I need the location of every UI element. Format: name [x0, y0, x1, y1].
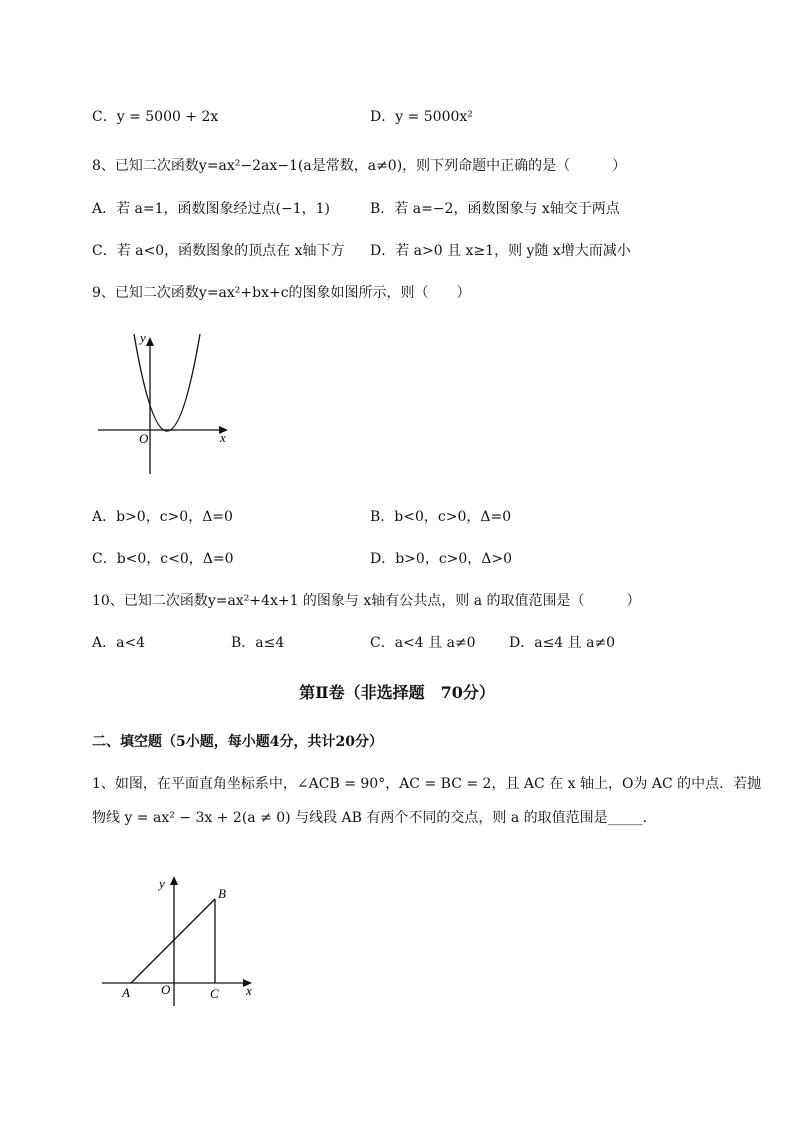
q9-label-o: O — [139, 431, 149, 446]
f1-label-b: B — [218, 886, 226, 901]
f1-label-o: O — [161, 982, 171, 997]
q9-parabola — [134, 334, 200, 431]
q8-stem: 8、已知二次函数y=ax²−2ax−1(a是常数，a≠0)，则下列命题中正确的是（ ） — [92, 158, 627, 174]
q9-label-x: x — [220, 430, 226, 445]
q10-option-c: C．a<4 且 a≠0 — [370, 635, 476, 651]
f1-triangle-figure — [96, 868, 266, 1010]
f1-segment-ab — [131, 899, 215, 983]
q9-option-c: C．b<0，c<0，Δ=0 — [92, 551, 234, 567]
q8-option-c: C．若 a<0，函数图象的顶点在 x轴下方 — [92, 243, 345, 259]
q9-y-arrow — [146, 337, 154, 346]
f1-label-x: x — [246, 983, 252, 998]
f1-label-a: A — [122, 985, 130, 1000]
f1-label-y: y — [159, 876, 165, 891]
f1-stem-line1: 1、如图，在平面直角坐标系中，∠ACB = 90°，AC = BC = 2，且 AC 在 x 轴上，O为 AC 的中点．若抛 — [92, 776, 762, 792]
f1-stem-line2: 物线 y = ax² − 3x + 2(a ≠ 0) 与线段 AB 有两个不同的交点，则 a 的取值范围是_____． — [92, 810, 657, 826]
q10-stem: 10、已知二次函数y=ax²+4x+1 的图象与 x轴有公共点，则 a 的取值范围是（ ） — [92, 593, 641, 609]
q8-option-a: A．若 a=1，函数图象经过点(−1，1) — [92, 201, 331, 217]
q7-option-c: C．y = 5000 + 2x — [92, 109, 219, 125]
part2-title: 第Ⅱ卷（非选择题 70分） — [299, 683, 495, 702]
q10-option-d: D．a≤4 且 a≠0 — [509, 635, 616, 651]
q9-label-y: y — [140, 330, 146, 345]
q8-option-d: D．若 a>0 且 x≥1，则 y随 x增大而减小 — [370, 243, 631, 259]
q9-option-a: A．b>0，c>0，Δ=0 — [92, 509, 233, 525]
q9-parabola-figure — [92, 328, 242, 478]
q9-option-b: B．b<0，c>0，Δ=0 — [370, 509, 512, 525]
q10-option-a: A．a<4 — [92, 635, 146, 651]
section-heading: 二、填空题（5小题，每小题4分，共计20分） — [92, 734, 383, 750]
q9-option-d: D．b>0，c>0，Δ>0 — [370, 551, 513, 567]
f1-label-c: C — [210, 986, 219, 1001]
q8-option-b: B．若 a=−2，函数图象与 x轴交于两点 — [370, 201, 620, 217]
f1-y-arrow — [170, 876, 178, 885]
q7-option-d: D．y = 5000x² — [370, 109, 473, 125]
q10-option-b: B．a≤4 — [231, 635, 285, 651]
q9-stem: 9、已知二次函数y=ax²+bx+c的图象如图所示，则（ ） — [92, 285, 471, 301]
